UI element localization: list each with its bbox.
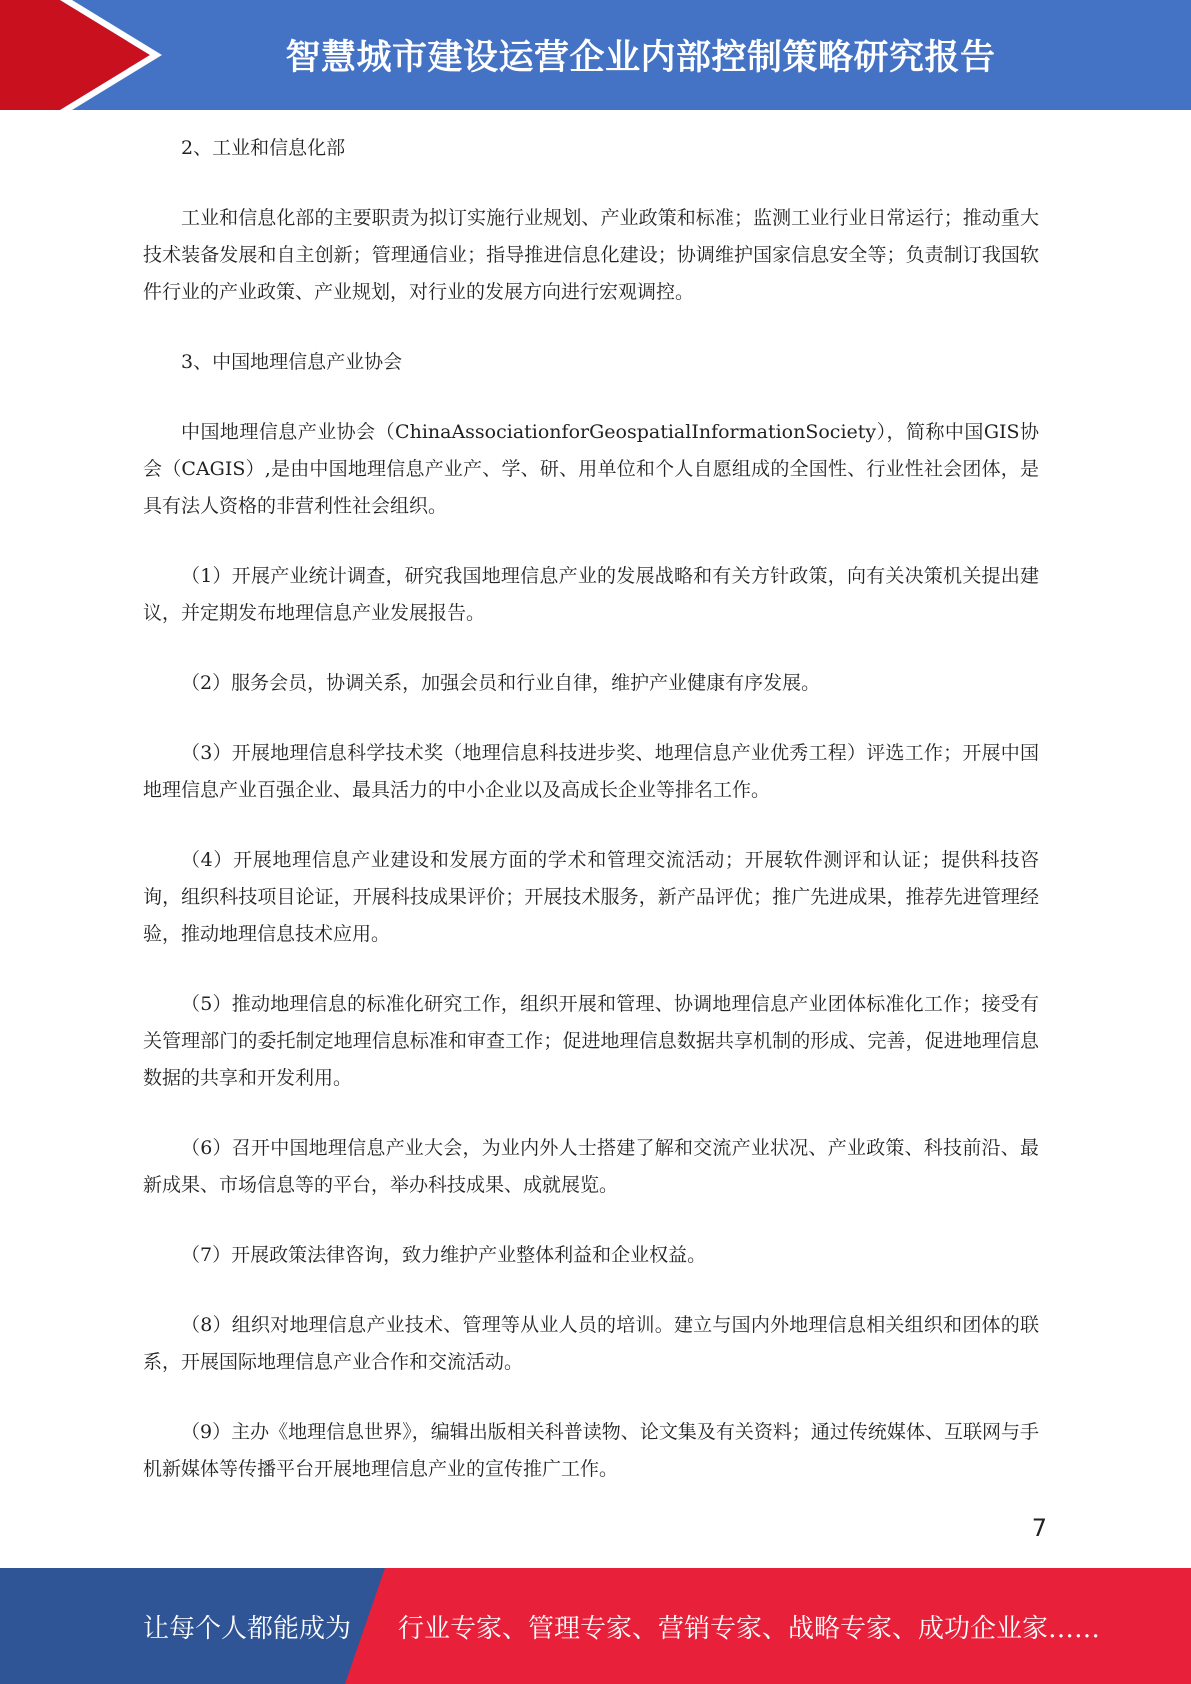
document-title: 智慧城市建设运营企业内部控制策略研究报告: [285, 38, 996, 78]
section-heading-miit: 2、工业和信息化部: [181, 137, 346, 159]
section-heading-cagis: 3、中国地理信息产业协会: [181, 351, 403, 373]
footer-slogan-right: 行业专家、管理专家、营销专家、战略专家、成功企业家……: [398, 1613, 1101, 1644]
list-item-3: （3）开展地理信息科学技术奖（地理信息科技进步奖、地理信息产业优秀工程）评选工作；开展中国地理信息产业百强企业、最具活力的中小企业以及高成长企业等排名工作。: [143, 742, 1039, 801]
page-footer: [0, 1568, 1191, 1684]
list-item-7: （7）开展政策法律咨询，致力维护产业整体利益和企业权益。: [181, 1244, 707, 1266]
list-item-5: （5）推动地理信息的标准化研究工作，组织开展和管理、协调地理信息产业团体标准化工作；接受有关管理部门的委托制定地理信息标准和审查工作；促进地理信息数据共享机制的形成、完善，促进地理信息数据的共享和开发利用。: [143, 993, 1039, 1089]
list-item-9: （9）主办《地理信息世界》，编辑出版相关科普读物、论文集及有关资料；通过传统媒体、互联网与手机新媒体等传播平台开展地理信息产业的宣传推广工作。: [143, 1421, 1039, 1480]
page-header: [0, 0, 1191, 110]
list-item-8: （8）组织对地理信息产业技术、管理等从业人员的培训。建立与国内外地理信息相关组织和团体的联系，开展国际地理信息产业合作和交流活动。: [143, 1314, 1039, 1373]
list-item-1: （1）开展产业统计调查，研究我国地理信息产业的发展战略和有关方针政策，向有关决策机关提出建议，并定期发布地理信息产业发展报告。: [143, 565, 1039, 624]
paragraph-cagis-intro: 中国地理信息产业协会（ChinaAssociationforGeospatialInformationSociety），简称中国GIS协会（CAGIS）,是由中国地理信息产业产、学、研、用单位和个人自愿组成的全国性、行业性社会团体，是具有法人资格的非营利性社会组织。: [143, 421, 1039, 517]
footer-slogan-left: 让每个人都能成为: [143, 1613, 352, 1644]
list-item-2: （2）服务会员，协调关系，加强会员和行业自律，维护产业健康有序发展。: [181, 672, 821, 694]
page-number: 7: [1031, 1514, 1047, 1542]
paragraph-miit-duties: 工业和信息化部的主要职责为拟订实施行业规划、产业政策和标准；监测工业行业日常运行；推动重大技术装备发展和自主创新；管理通信业；指导推进信息化建设；协调维护国家信息安全等；负责制订我国软件行业的产业政策、产业规划，对行业的发展方向进行宏观调控。: [143, 207, 1039, 303]
list-item-6: （6）召开中国地理信息产业大会，为业内外人士搭建了解和交流产业状况、产业政策、科技前沿、最新成果、市场信息等的平台，举办科技成果、成就展览。: [143, 1137, 1039, 1196]
list-item-4: （4）开展地理信息产业建设和发展方面的学术和管理交流活动；开展软件测评和认证；提供科技咨询，组织科技项目论证，开展科技成果评价；开展技术服务，新产品评优；推广先进成果，推荐先进管理经验，推动地理信息技术应用。: [143, 849, 1039, 945]
body-content: [143, 130, 1039, 1521]
